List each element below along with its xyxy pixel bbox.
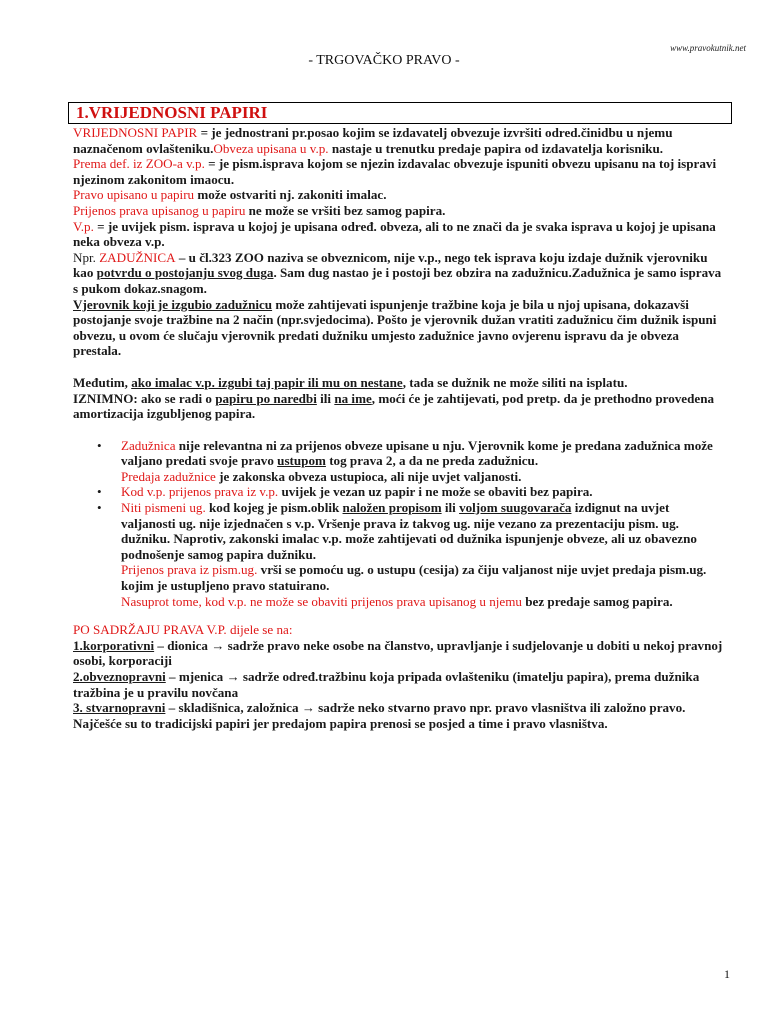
text: tog prava 2, a da ne preda zadužnicu. — [325, 453, 539, 469]
text: = je uvijek pism. isprava u kojoj je upisana određ. obveza, ali to ne znači da je svaka isprava u kojoj je upisana neka obveza v.p. — [73, 218, 716, 250]
underlined-text: voljom suugovarača — [459, 500, 572, 516]
term: Zadužnica — [121, 437, 176, 453]
underlined-text: papiru po naredbi — [215, 390, 317, 406]
term: Obveza upisana u v.p. — [213, 140, 329, 156]
text: izdignut na uvjet valjanosti ug. nije izjednačen s v.p. Vršenje prava iz takvog ug. nije vezano za prezentaciju pism. ug. dužniku. Naprotiv, zakonski imalac v.p. može zahtijevati od dužnika ispunjenje obveze, ali uz obavezno podnošenje samog papira dužniku. — [121, 500, 697, 562]
text: ili — [316, 390, 335, 406]
bullet-list — [73, 438, 723, 610]
text: ne može se vršiti bez samog papira. — [245, 202, 446, 218]
paragraph — [73, 297, 723, 359]
paragraph — [73, 219, 723, 250]
term: Kod v.p. prijenos prava iz v.p. — [121, 484, 279, 500]
text: nastaje u trenutku predaje papira od izdavatelja korisniku. — [328, 140, 664, 156]
paragraph — [73, 375, 723, 391]
paragraph — [73, 203, 723, 219]
list-item — [73, 700, 723, 731]
page-number: 1 — [724, 967, 730, 981]
bullet-icon: • — [97, 500, 102, 516]
text: , moći će je zahtijevati, pod pretp. da je prethodno provedena amortizacija izgubljenog papira. — [73, 390, 715, 422]
text: – skladišnica, založnica → sadrže neko stvarno pravo npr. pravo vlasništva ili založno pravo. Najčešće su to tradicijski papiri jer predajom papira prenosi se posjed a time i pravo vlasništva. — [73, 700, 686, 731]
underlined-text: ako imalac v.p. izgubi taj papir ili mu on nestane — [131, 374, 403, 390]
text: kod kojeg je pism.oblik — [205, 500, 343, 516]
term: V.p. — [73, 218, 94, 234]
bullet-icon: • — [97, 484, 102, 500]
term: ZADUŽNICA — [99, 249, 176, 265]
term: Pravo upisano u papiru — [73, 187, 195, 203]
text: bez predaje samog papira. — [521, 593, 673, 609]
paragraph — [73, 125, 723, 156]
text: ili — [441, 500, 460, 516]
term: Niti pismeni ug. — [121, 500, 206, 516]
paragraph — [73, 156, 723, 187]
paragraph — [73, 187, 723, 203]
underlined-text: 2.obveznopravni — [73, 669, 166, 684]
text: IZNIMNO: ako se radi o — [73, 390, 216, 406]
text: vrši se pomoću ug. o ustupu (cesija) za čiju valjanost nije uvjet predaja pism.ug. kojim je ustupljeno pravo statuirano. — [121, 562, 707, 594]
term: Prema def. iz ZOO-a v.p. — [73, 156, 205, 172]
underlined-text: 3. stvarnopravni — [73, 700, 166, 716]
term: Prijenos prava iz pism.ug. — [121, 562, 258, 578]
bullet-icon: • — [97, 437, 102, 453]
list-item — [97, 437, 723, 485]
text: = je jednostrani pr.posao kojim se izdavatelj obvezuje izvršiti odred.činidbu u njemu naznačenom ovlašteniku. — [73, 125, 673, 156]
text: uvijek je vezan uz papir i ne može se obaviti bez papira. — [278, 484, 593, 500]
text: – dionica → sadrže pravo neke osobe na članstvo, upravljanje i sudjelovanje u dobiti u nekoj pravnoj osobi, korporaciji — [73, 637, 723, 669]
text: nije relevantna ni za prijenos obveze upisane u nju. Vjerovnik kome je predana zadužnica može valjano predati svoje pravo — [121, 437, 713, 469]
document-body — [73, 125, 723, 731]
term: Nasuprot tome, kod v.p. ne može se obaviti prijenos prava upisanog u njemu — [121, 593, 522, 609]
subsection-heading: PO SADRŽAJU PRAVA V.P. dijele se na: — [73, 622, 293, 638]
paragraph — [73, 250, 723, 297]
underlined-text: na ime — [334, 390, 372, 406]
text: – u čl.323 ZOO naziva se obveznicom, nije v.p., nego tek isprava koju izdaje dužnik vjerovniku kao — [73, 249, 708, 281]
text: je zakonska obveza ustupioca, ali nije uvjet valjanosti. — [215, 468, 522, 484]
term: Prijenos prava upisanog u papiru — [73, 202, 246, 218]
underlined-text: potvrdu o postojanju svog duga — [96, 265, 274, 281]
list-item — [73, 669, 723, 700]
paragraph — [73, 391, 723, 422]
text: , tada se dužnik ne može siliti na isplatu. — [402, 374, 628, 390]
list-item — [73, 638, 723, 669]
text: – mjenica → sadrže određ.tražbinu koja pripada ovlašteniku (imatelju papira), prema dužnika tražbina je u pravilu novčana — [73, 669, 700, 700]
text: Npr. — [73, 249, 100, 265]
underlined-text: 1.korporativni — [73, 637, 155, 653]
text: = je pism.isprava kojom se njezin izdavalac obvezuje ispuniti obvezu upisanu na toj ispravi njezinom zakonitom imaocu. — [73, 156, 717, 187]
text: može zahtijevati ispunjenje tražbine koja je bila u njoj upisana, dokazavši postojanje svoje tražbine na 2 način (npr.svjedocima). Pošto je vjerovnik dužan vratiti zadužnicu čim dužnik ispuni obvezu, u ovom će slučaju vjerovnik predati dužniku umjesto zadužnice javno ovjerenu ispravu da je obveza prestala. — [73, 296, 717, 359]
term: VRIJEDNOSNI PAPIR — [73, 125, 198, 140]
term: Predaja zadužnice — [121, 468, 216, 484]
text: Međutim, — [73, 374, 132, 390]
underlined-text: naložen propisom — [342, 500, 442, 516]
website-url: www.pravokutnik.net — [670, 43, 746, 53]
list-item — [97, 484, 723, 500]
text: . Sam dug nastao je i postoji bez obzira na zadužnicu.Zadužnica je samo isprava s pukom dokaz.snagom. — [73, 265, 722, 296]
section-title: 1.VRIJEDNOSNI PAPIRI — [76, 103, 268, 122]
list-item — [97, 500, 723, 609]
document-title: - TRGOVAČKO PRAVO - — [308, 53, 460, 68]
underlined-text: ustupom — [277, 453, 326, 469]
text: može ostvariti nj. zakoniti imalac. — [194, 187, 387, 203]
underlined-text: Vjerovnik koji je izgubio zadužnicu — [73, 296, 273, 312]
